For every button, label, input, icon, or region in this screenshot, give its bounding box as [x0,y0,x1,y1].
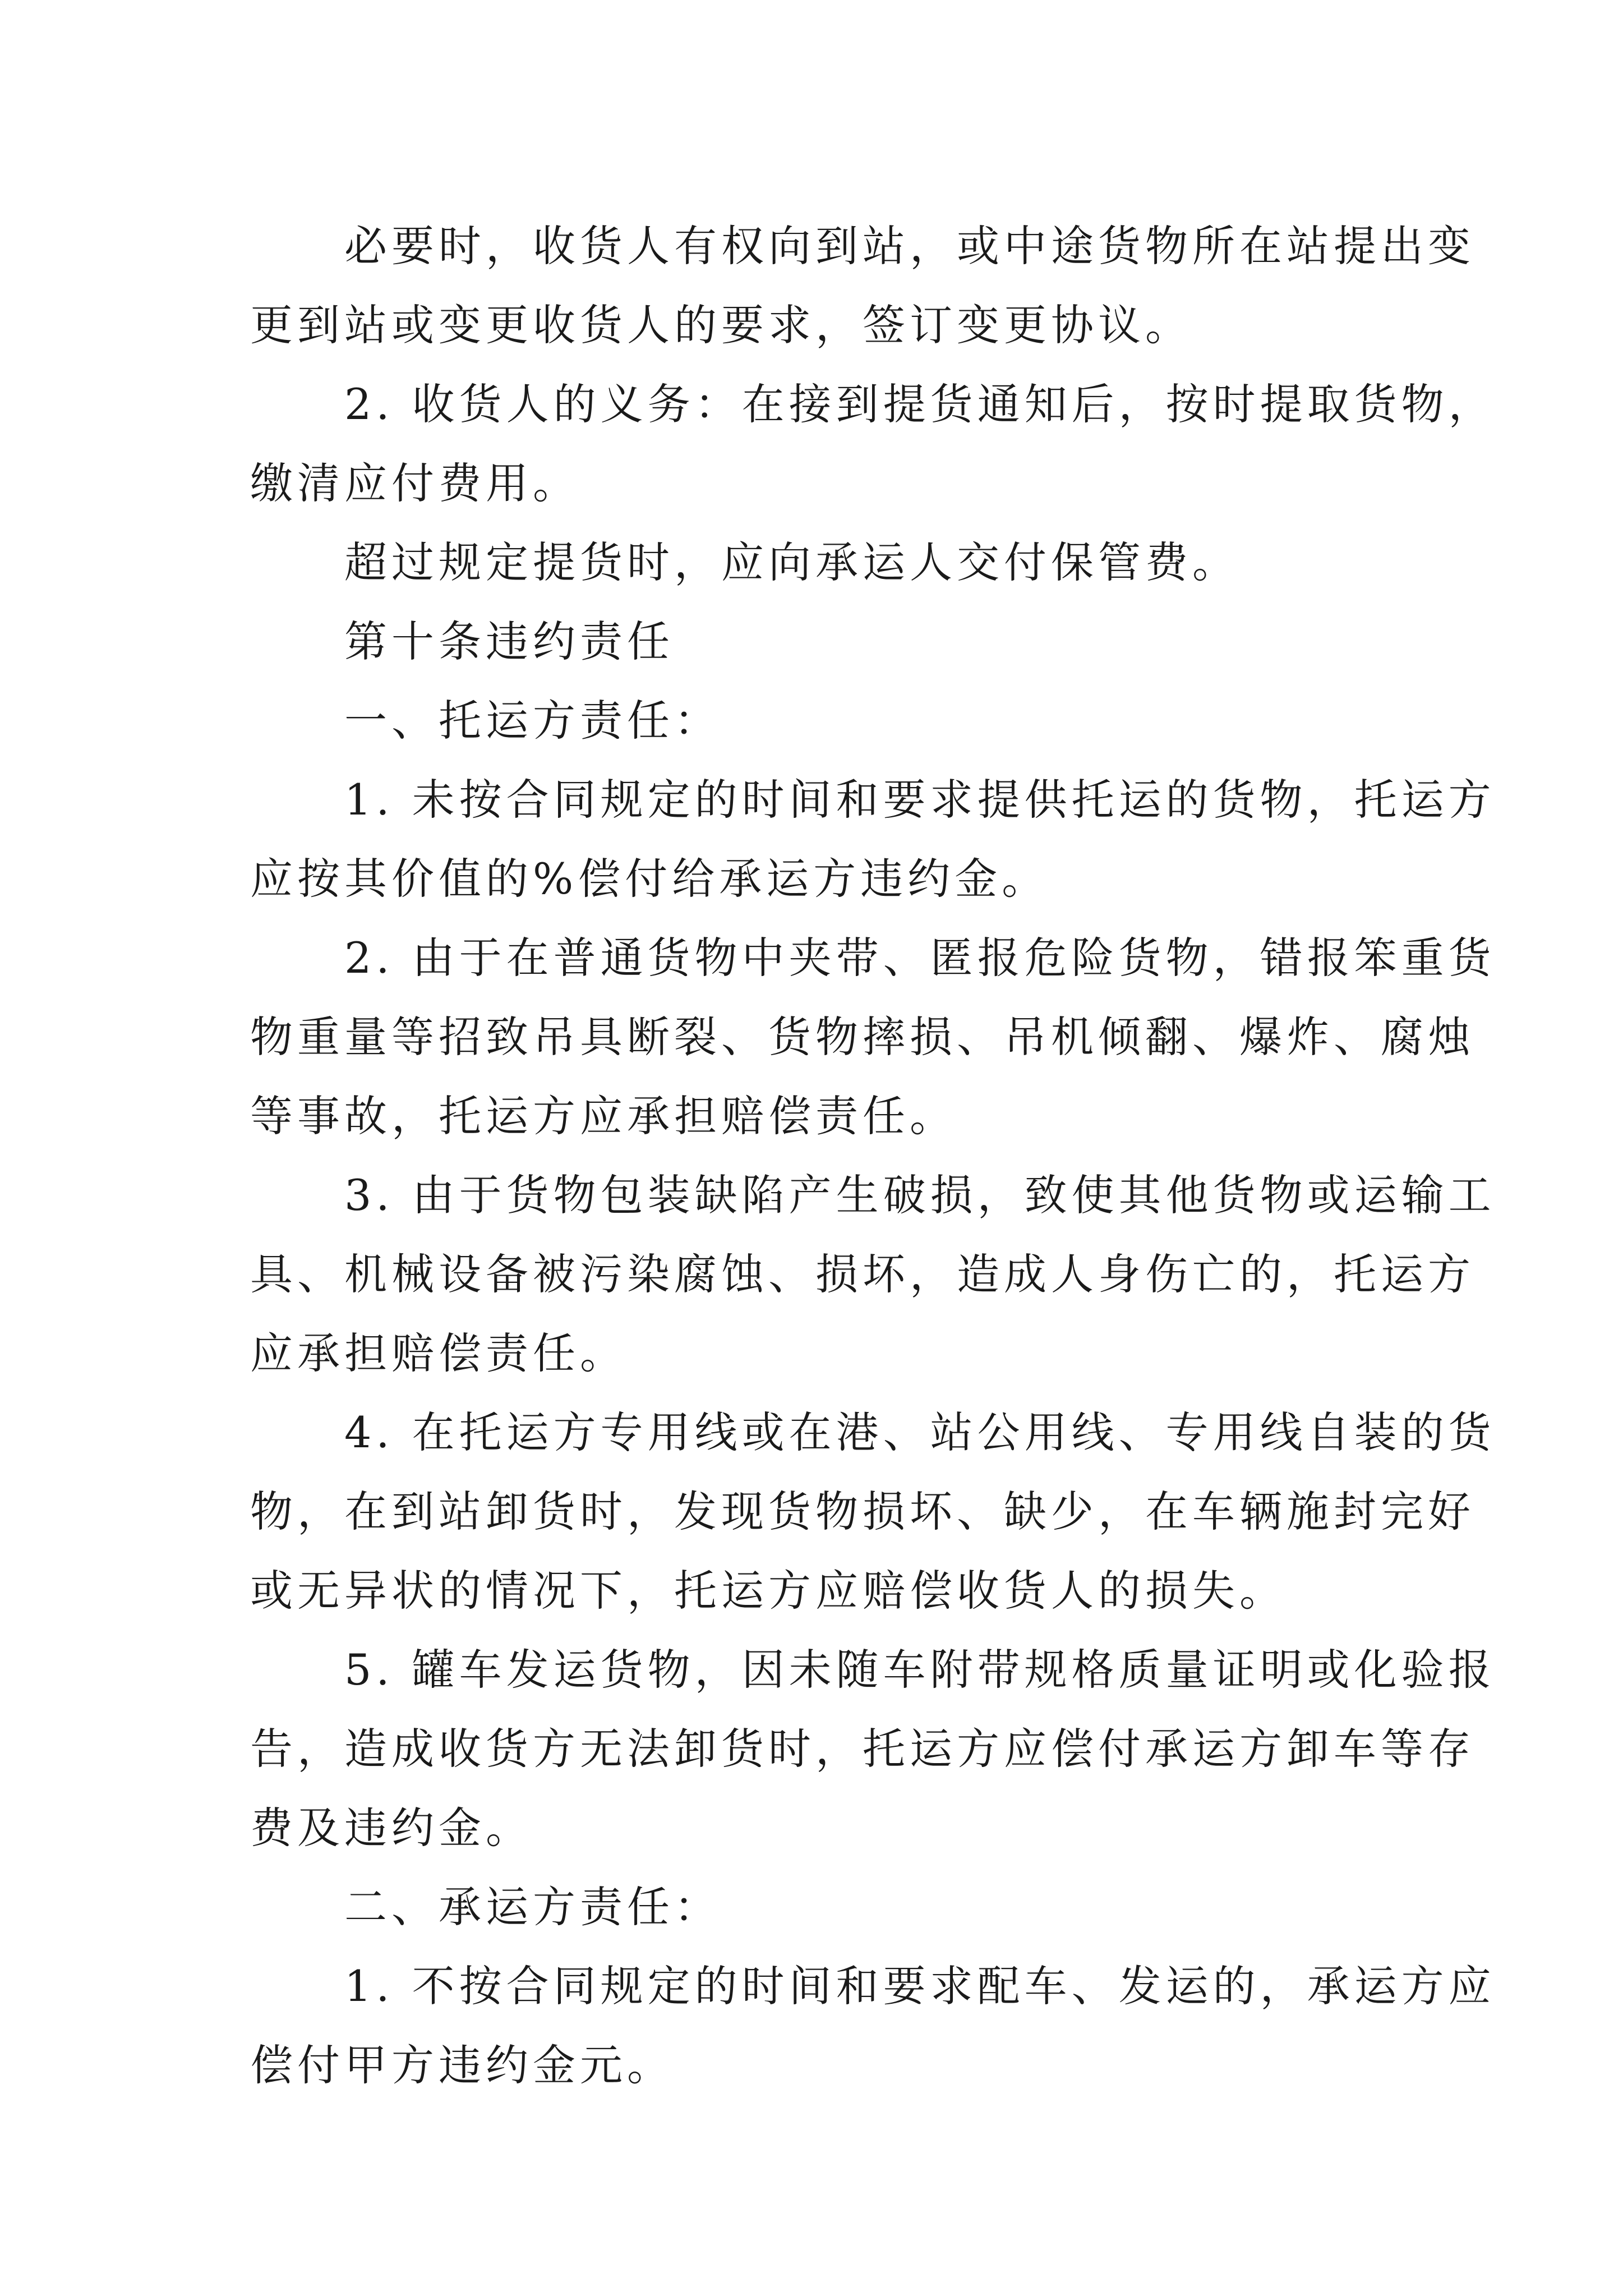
text-line: 应承担赔偿责任。 [250,1328,627,1378]
paragraph-storage-fee [250,523,1389,602]
text-line: 5. 罐车发运货物，因未随车附带规格质量证明或化验报 [344,1645,1496,1695]
section-heading: 第十条违约责任 [344,616,674,666]
text-line: 3. 由于货物包装缺陷产生破损，致使其他货物或运输工 [344,1170,1496,1220]
clause-shipper-2 [250,918,1496,1156]
subheading-shipper-liability [250,681,1389,760]
clause-carrier-1 [250,1947,1496,2105]
clause-shipper-4 [250,1393,1496,1630]
text-line: 或无异状的情况下，托运方应赔偿收货人的损失。 [250,1566,1287,1616]
text-line: 告，造成收货方无法卸货时，托运方应偿付承运方卸车等存 [250,1724,1475,1774]
text-line: 具、机械设备被污染腐蚀、损坏，造成人身伤亡的，托运方 [250,1249,1475,1299]
text-line: 1. 不按合同规定的时间和要求配车、发运的，承运方应 [344,1961,1496,2011]
paragraph-consignee-change-rights [250,206,1475,365]
clause-shipper-3 [250,1156,1496,1393]
text-line: 缴清应付费用。 [250,458,580,508]
clause-shipper-1 [250,760,1496,918]
clause-shipper-5 [250,1630,1496,1867]
paragraph-consignee-obligations [250,365,1496,523]
text-line: 4. 在托运方专用线或在港、站公用线、专用线自装的货 [344,1407,1496,1457]
text-line: 1. 未按合同规定的时间和要求提供托运的货物，托运方 [344,775,1496,825]
subheading: 二、承运方责任： [344,1882,721,1932]
subheading: 一、托运方责任： [344,696,721,746]
text-line: 2. 收货人的义务：在接到提货通知后，按时提取货物， [344,379,1496,429]
subheading-carrier-liability [250,1867,1389,1947]
section-heading-article-ten [250,602,1389,681]
text-line: 物，在到站卸货时，发现货物损坏、缺少，在车辆施封完好 [250,1487,1475,1536]
text-line: 物重量等招致吊具断裂、货物摔损、吊机倾翻、爆炸、腐烛 [250,1012,1475,1062]
text-line: 等事故，托运方应承担赔偿责任。 [250,1091,957,1141]
text-line: 2. 由于在普通货物中夹带、匿报危险货物，错报笨重货 [344,933,1496,983]
text-line: 必要时，收货人有权向到站，或中途货物所在站提出变 [344,221,1475,271]
text-line: 偿付甲方违约金元。 [250,2040,674,2090]
text-line: 应按其价值的%偿付给承运方违约金。 [250,854,1049,904]
text-line: 费及违约金。 [250,1803,533,1853]
text-line: 超过规定提货时，应向承运人交付保管费。 [344,537,1239,587]
document-body [250,206,1496,2105]
text-line: 更到站或变更收货人的要求，签订变更协议。 [250,300,1192,350]
